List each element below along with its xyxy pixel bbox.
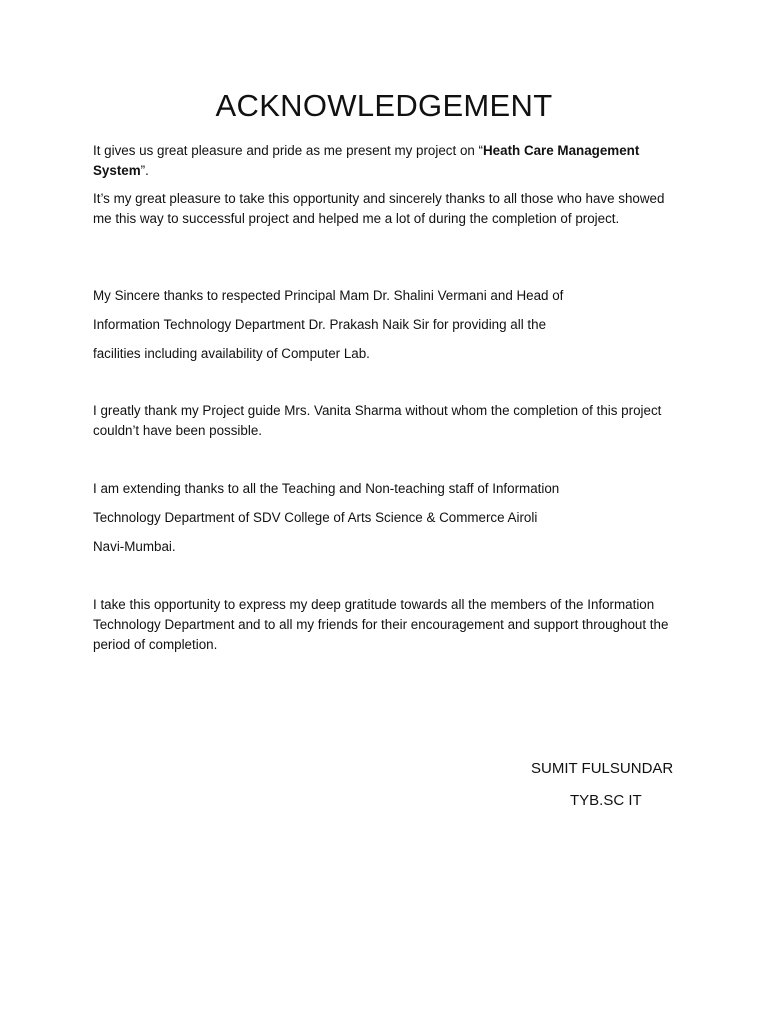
signature-name: SUMIT FULSUNDAR <box>531 760 674 777</box>
intro-text: It gives us great pleasure and pride as me present my project on “ <box>93 143 484 158</box>
project-name: Heath Care Management System <box>93 143 640 178</box>
thanks-paragraph: It’s my great pleasure to take this opportunity and sincerely thanks to all those who have showed me this way to successful project and helped me a lot of during the completion of project. <box>93 191 665 226</box>
staff-thanks-line-2: Technology Department of SDV College of Arts Science & Commerce Airoli <box>93 510 538 525</box>
signature-class: TYB.SC IT <box>570 792 642 809</box>
principal-thanks-line-2: Information Technology Department Dr. Prakash Naik Sir for providing all the <box>93 317 547 332</box>
page-title: ACKNOWLEDGEMENT <box>215 88 553 123</box>
principal-thanks-line-3: facilities including availability of Computer Lab. <box>93 346 370 361</box>
staff-thanks-line-3: Navi-Mumbai. <box>93 539 176 554</box>
staff-thanks-line-1: I am extending thanks to all the Teaching and Non-teaching staff of Information <box>93 481 560 496</box>
gratitude-paragraph: I take this opportunity to express my deep gratitude towards all the members of the Information Technology Department and to all my friends for their encouragement and support throughout the period of completion. <box>93 597 669 652</box>
intro-paragraph <box>93 141 673 181</box>
guide-thanks-paragraph: I greatly thank my Project guide Mrs. Vanita Sharma without whom the completion of this project couldn’t have been possible. <box>93 403 662 438</box>
principal-thanks-line-1: My Sincere thanks to respected Principal Mam Dr. Shalini Vermani and Head of <box>93 288 564 303</box>
intro-closing: ”. <box>140 163 149 178</box>
